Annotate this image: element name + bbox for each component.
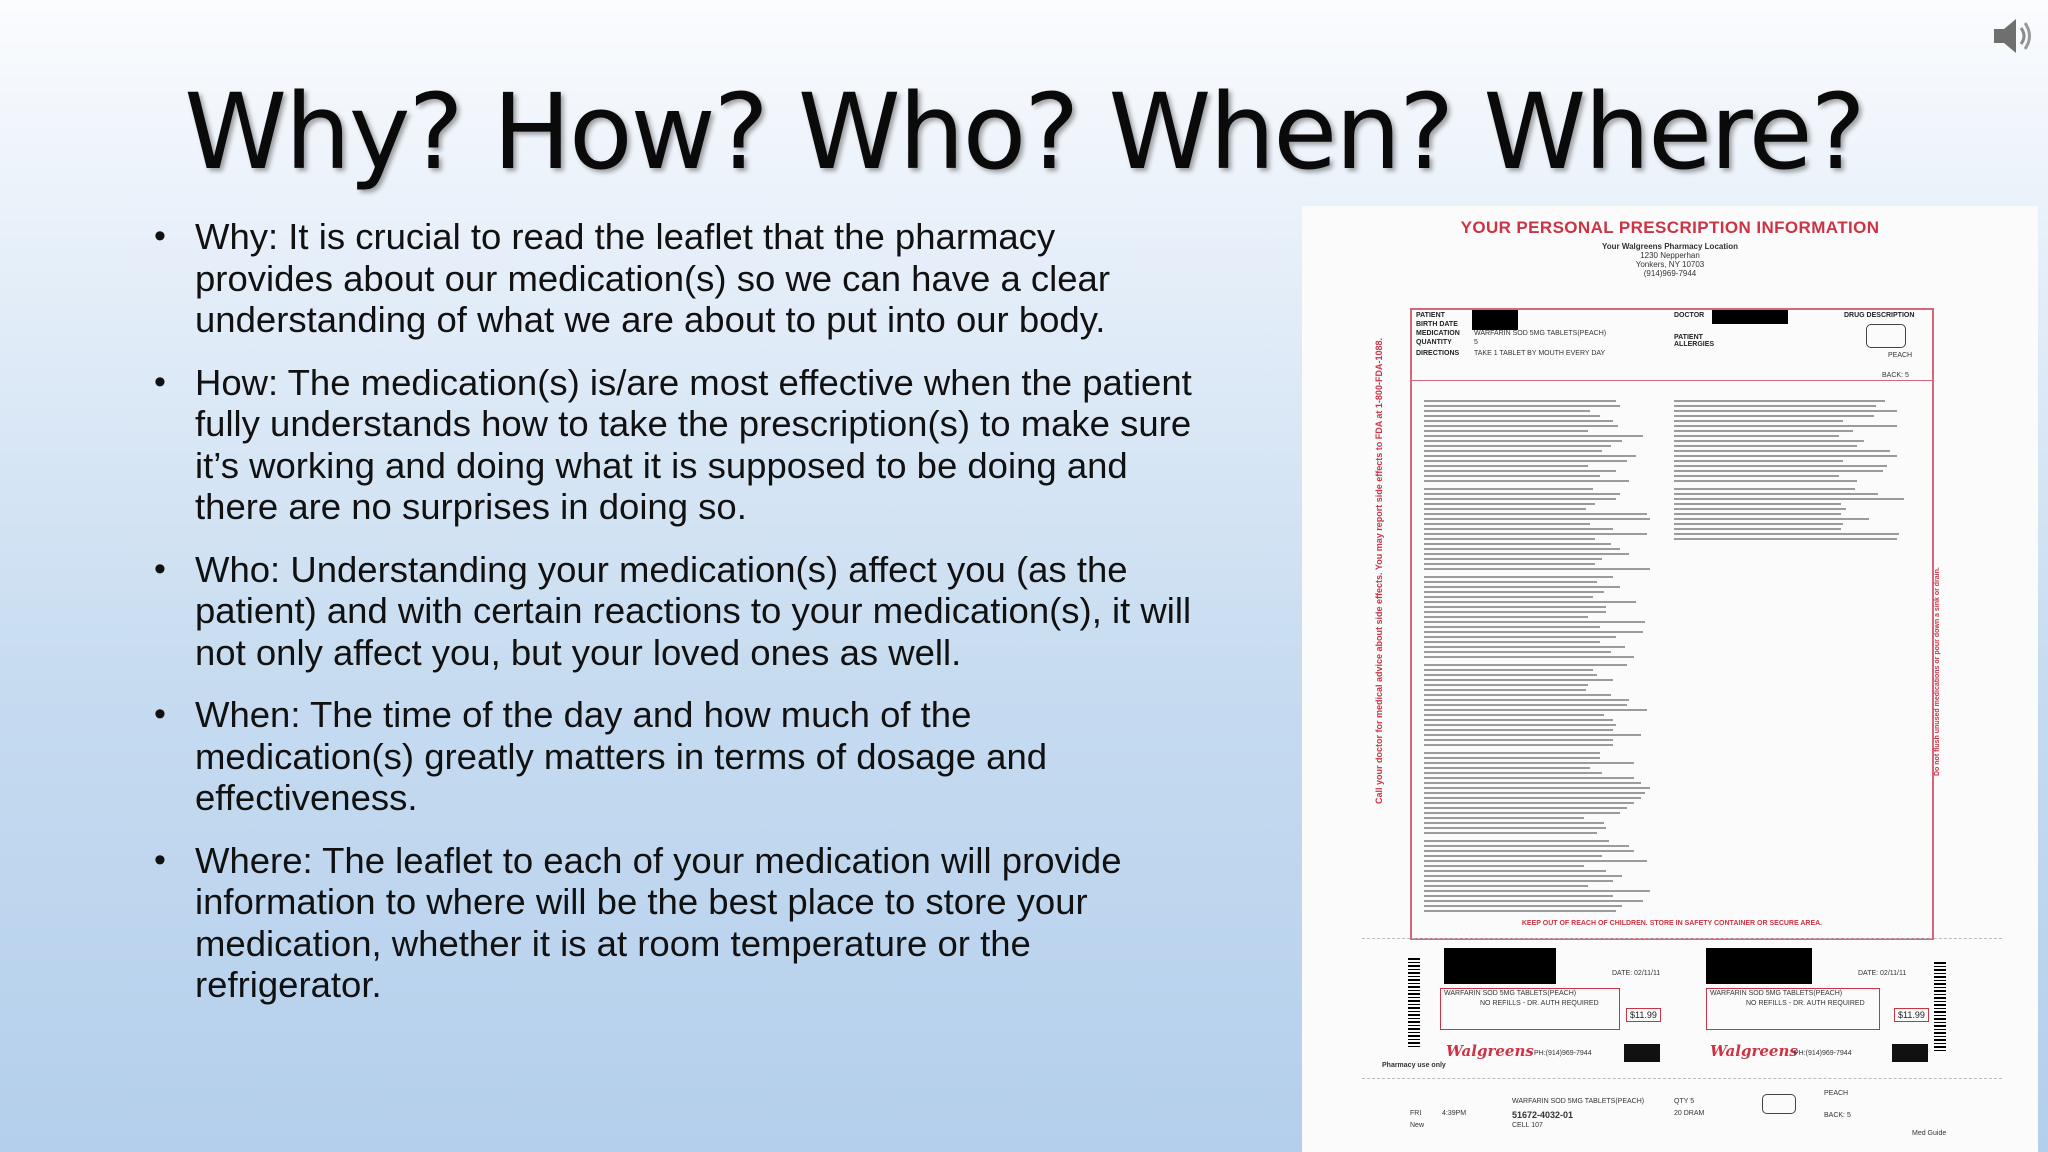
duplicate-receipt-tag [1892,1044,1928,1062]
fine-print-line [1424,596,1593,598]
fine-print-line [1424,611,1606,613]
fine-print-line [1424,656,1634,658]
patient-label: PATIENT [1416,312,1445,319]
fine-print-line [1424,709,1647,711]
keep-out-warning: KEEP OUT OF REACH OF CHILDREN. STORE IN SAFETY CONTAINER OR SECURE AREA. [1521,920,1823,927]
bullet-list [150,216,1200,1027]
receipt-left-drug: WARFARIN SOD 5MG TABLETS(PEACH) [1444,990,1577,997]
fine-print-line [1424,460,1627,462]
speaker-icon[interactable] [1992,16,2036,56]
fine-print-line [1424,669,1593,671]
fine-print-line [1674,410,1897,412]
leaflet-text-left [1424,394,1652,915]
fine-print-line [1424,591,1604,593]
fine-print-line [1424,493,1620,495]
drug-color: PEACH [1888,352,1913,359]
fine-print-line [1674,435,1839,437]
fine-print-line [1424,475,1600,477]
walgreens-logo-left: Walgreens [1446,1042,1534,1060]
fine-print-line [1674,420,1843,422]
receipt-left-price: $11.99 [1626,1008,1661,1022]
fine-print-line [1674,465,1887,467]
receipt-right-drug: WARFARIN SOD 5MG TABLETS(PEACH) [1710,990,1843,997]
fine-print-line [1424,548,1620,550]
fine-print-line [1424,465,1588,467]
fine-print-line [1674,498,1904,500]
fine-print-line [1674,455,1897,457]
fine-print-line [1424,488,1593,490]
fine-print-line [1424,724,1616,726]
fine-print-line [1674,425,1897,427]
fine-print-line [1424,895,1613,897]
fine-print-line [1424,719,1613,721]
allergies-label: PATIENT ALLERGIES [1674,334,1715,348]
pill-shape-icon-bottom [1762,1094,1796,1114]
fine-print-line [1424,400,1616,402]
side-note-left: Call your doctor for medical advice about side effects. You may report side effects to FDA at 1-800-FDA-1088. [1374,338,1384,804]
fine-print-line [1674,415,1874,417]
fine-print-line [1424,777,1634,779]
fine-print-line [1424,631,1643,633]
fine-print-line [1674,470,1883,472]
fine-print-line [1424,797,1641,799]
medication-label: MEDICATION [1416,330,1460,337]
fine-print-line [1424,518,1650,520]
fine-print-line [1424,616,1588,618]
fine-print-line [1424,792,1645,794]
walgreens-logo-right: Walgreens [1710,1042,1798,1060]
fine-print-line [1424,802,1634,804]
fine-print-line [1424,606,1606,608]
fine-print-line [1424,470,1616,472]
fine-print-line [1424,601,1636,603]
customer-receipt-tag [1624,1044,1660,1062]
fine-print-line [1424,679,1613,681]
fine-print-line [1424,812,1620,814]
fine-print-line [1424,503,1595,505]
fine-print-line [1424,875,1622,877]
fine-print-line [1424,636,1616,638]
directions-label: DIRECTIONS [1416,350,1460,357]
redaction-patient [1472,310,1518,330]
fine-print-line [1424,425,1618,427]
fine-print-line [1424,865,1584,867]
fine-print-line [1674,405,1876,407]
fine-print-line [1674,450,1890,452]
bottom-qty: QTY 5 [1674,1098,1695,1105]
fine-print-line [1424,832,1597,834]
fine-print-line [1424,739,1613,741]
bottom-color: PEACH [1824,1090,1849,1097]
store-location [1302,242,2038,278]
receipt-right-phone: PH:(914)969-7944 [1794,1050,1852,1057]
fine-print-line [1424,870,1606,872]
leaflet-text-right [1674,394,1906,543]
med-guide: Med Guide [1912,1130,1947,1137]
fine-print-line [1424,664,1627,666]
fine-print-line [1424,890,1650,892]
back-label: BACK: 5 [1882,372,1909,379]
fine-print-line [1674,400,1885,402]
fine-print-line [1424,699,1629,701]
side-note-right: Do not flush unused medications or pour down a sink or drain. [1934,567,1941,776]
fine-print-line [1674,523,1843,525]
fine-print-line [1674,538,1897,540]
bullet-how: • How: The medication(s) is/are most effective when the patient fully understands how to take the prescription(s) to make sure it’s working and doing what it is supposed to be doing and there are no surprises in doing so. [150,362,1200,528]
receipt-right-date: DATE: 02/11/11 [1858,970,1907,977]
fine-print-line [1424,581,1597,583]
prescription-frame [1410,308,1934,940]
fine-print-line [1424,651,1611,653]
fine-print-line [1424,855,1602,857]
fine-print-line [1424,694,1611,696]
receipt-left-date: DATE: 02/11/11 [1612,970,1661,977]
redaction-receipt-right [1706,948,1812,984]
bottom-back: BACK: 5 [1824,1112,1851,1119]
fine-print-line [1674,508,1846,510]
medication-value: WARFARIN SOD 5MG TABLETS(PEACH) [1474,330,1607,337]
barcode-right [1934,962,1946,1052]
fine-print-line [1674,460,1843,462]
fine-print-line [1424,885,1588,887]
fine-print-line [1424,455,1636,457]
bullet-when: • When: The time of the day and how much of the medication(s) greatly matters in terms of dosage and effectiveness. [150,694,1200,819]
pharmacy-use-only: Pharmacy use only [1382,1062,1446,1069]
store-address-street: 1230 Nepperhan [1640,251,1700,260]
receipt-left-phone: PH:(914)969-7944 [1534,1050,1592,1057]
fine-print-line [1424,576,1613,578]
fine-print-line [1674,445,1857,447]
fine-print-line [1424,674,1597,676]
fine-print-line [1424,523,1590,525]
fine-print-line [1424,704,1627,706]
fine-print-line [1674,430,1853,432]
fine-print-line [1674,493,1878,495]
fine-print-line [1424,415,1600,417]
fine-print-line [1674,503,1841,505]
drug-description-label: DRUG DESCRIPTION [1844,312,1915,319]
fine-print-line [1424,734,1641,736]
fine-print-line [1424,430,1588,432]
perforation-bottom [1362,1078,2002,1079]
fine-print-line [1424,827,1606,829]
slide-title: Why? How? Who? When? Where? [184,71,1864,193]
fine-print-line [1424,563,1595,565]
bullet-where: • Where: The leaflet to each of your medication will provide information to where will be the best place to store your medication, whether it is at room temperature or the refrigerator. [150,840,1200,1006]
bottom-dram: 20 DRAM [1674,1110,1705,1117]
fine-print-line [1424,850,1634,852]
fine-print-line [1424,513,1647,515]
fine-print-line [1674,475,1839,477]
fine-print-line [1424,558,1602,560]
fine-print-line [1424,538,1595,540]
fine-print-line [1424,440,1622,442]
prescription-document [1302,206,2038,1152]
fine-print-line [1424,626,1600,628]
fine-print-line [1424,445,1611,447]
fine-print-line [1424,480,1629,482]
fine-print-line [1424,782,1641,784]
quantity-value: 5 [1474,339,1478,346]
fine-print-line [1424,845,1629,847]
fill-time: 4:39PM [1442,1110,1467,1117]
redaction-doctor [1712,310,1788,324]
fine-print-line [1674,488,1855,490]
fine-print-line [1424,405,1620,407]
fine-print-line [1424,568,1650,570]
fine-print-line [1424,528,1613,530]
fine-print-line [1424,817,1584,819]
fine-print-line [1424,498,1616,500]
fine-print-line [1424,822,1604,824]
fine-print-line [1674,533,1899,535]
fine-print-line [1424,684,1588,686]
fill-day: FRI [1410,1110,1422,1117]
quantity-label: QUANTITY [1416,339,1452,346]
bullet-who: • Who: Understanding your medication(s) affect you (as the patient) and with certain reactions to your medication(s), it will not only affect you, but your loved ones as well. [150,549,1200,674]
fine-print-line [1424,621,1645,623]
fine-print-line [1424,508,1586,510]
fill-status: New [1410,1122,1425,1129]
fine-print-line [1424,900,1643,902]
fine-print-line [1424,905,1622,907]
document-title: YOUR PERSONAL PRESCRIPTION INFORMATION [1460,218,1880,237]
fine-print-line [1424,543,1611,545]
bullet-why: • Why: It is crucial to read the leaflet that the pharmacy provides about our medication(s) so we can have a clear understanding of what we are about to put into our body. [150,216,1200,341]
receipt-right-price: $11.99 [1894,1008,1929,1022]
fine-print-line [1424,840,1609,842]
store-address-city: Yonkers, NY 10703 [1635,260,1705,269]
bottom-cell: CELL 107 [1512,1122,1543,1129]
birth-date-label: BIRTH DATE [1416,321,1458,328]
redaction-receipt-left [1444,948,1556,984]
fine-print-line [1424,641,1600,643]
fine-print-line [1424,767,1590,769]
fine-print-line [1424,714,1604,716]
fine-print-line [1424,762,1634,764]
pill-shape-icon [1866,324,1906,348]
bottom-drug: WARFARIN SOD 5MG TABLETS(PEACH) [1512,1098,1645,1105]
receipt-left-refills: NO REFILLS - DR. AUTH REQUIRED [1480,1000,1599,1007]
bottom-ndc: 51672-4032-01 [1512,1110,1574,1120]
fine-print-line [1424,646,1625,648]
fine-print-line [1424,910,1616,912]
perforation [1362,938,2002,939]
fine-print-line [1424,787,1650,789]
fine-print-line [1674,480,1857,482]
fine-print-line [1424,757,1600,759]
fine-print-line [1424,586,1620,588]
fine-print-line [1424,744,1613,746]
fine-print-line [1424,860,1647,862]
receipt-left [1382,948,1696,1069]
fine-print-line [1674,518,1869,520]
fine-print-line [1424,410,1590,412]
divider [1412,380,1932,381]
fine-print-line [1424,729,1613,731]
fine-print-line [1674,440,1864,442]
directions-value: TAKE 1 TABLET BY MOUTH EVERY DAY [1474,350,1606,357]
fine-print-line [1424,450,1602,452]
fine-print-line [1424,553,1629,555]
receipt-right-refills: NO REFILLS - DR. AUTH REQUIRED [1746,1000,1865,1007]
fine-print-line [1674,528,1841,530]
fine-print-line [1424,807,1627,809]
fine-print-line [1424,880,1613,882]
fine-print-line [1424,420,1613,422]
barcode-left [1408,958,1420,1048]
fine-print-line [1424,533,1647,535]
fine-print-line [1674,513,1841,515]
fine-print-line [1424,689,1586,691]
store-phone: (914)969-7944 [1643,269,1697,278]
fine-print-line [1424,772,1602,774]
fine-print-line [1424,752,1600,754]
store-heading: Your Walgreens Pharmacy Location [1601,242,1739,251]
fine-print-line [1424,435,1643,437]
doctor-label: DOCTOR [1674,312,1705,319]
